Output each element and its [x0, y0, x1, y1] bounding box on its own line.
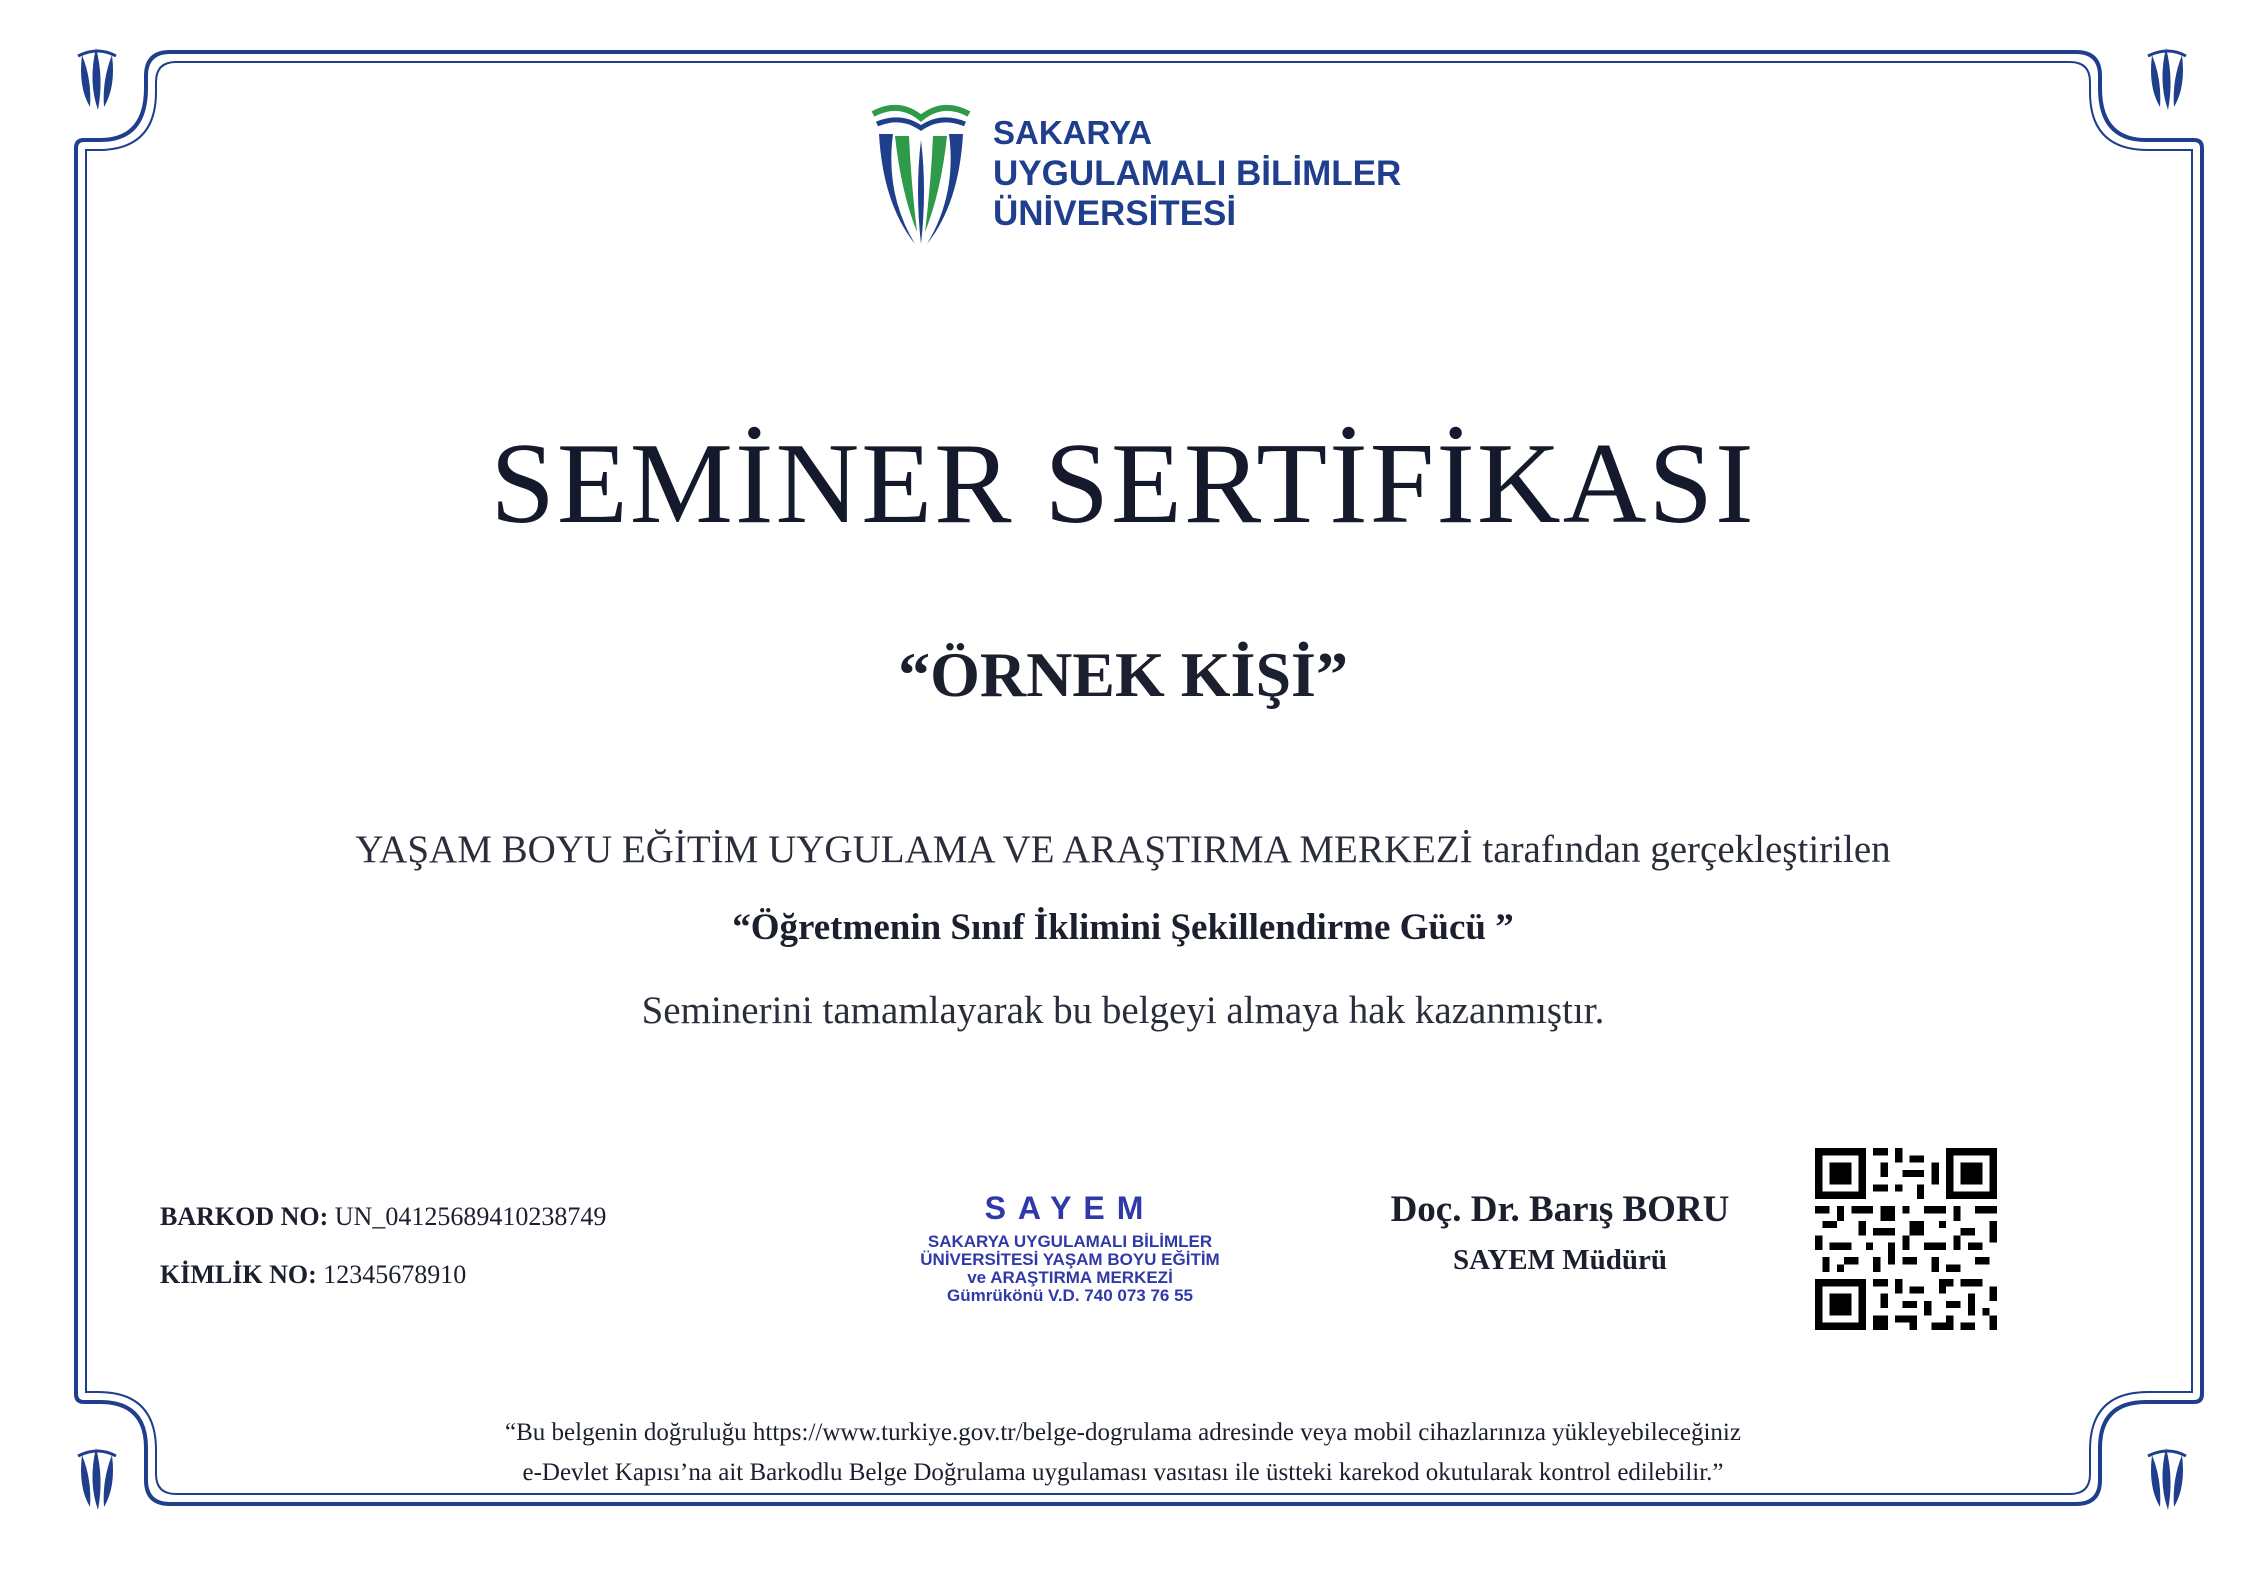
barcode-value: UN_04125689410238749	[334, 1202, 607, 1231]
verification-line2: e-Devlet Kapısı’na ait Barkodlu Belge Doğrulama uygulaması vasıtası ile üstteki karekod okutularak kontrol edilebilir.”	[522, 1459, 1724, 1486]
organizer-line: YAŞAM BOYU EĞİTİM UYGULAMA VE ARAŞTIRMA MERKEZİ tarafından gerçekleştirilen	[355, 828, 1891, 871]
certificate-title: SEMİNER SERTİFİKASI	[490, 420, 1756, 548]
stamp-line3: ve ARAŞTIRMA MERKEZİ	[967, 1268, 1173, 1287]
verification-note	[0, 1413, 2246, 1493]
id-value: 12345678910	[323, 1260, 467, 1289]
university-logo	[865, 100, 1405, 250]
barcode-label: BARKOD NO:	[160, 1202, 329, 1231]
recipient-name: “ÖRNEK KİŞİ”	[898, 639, 1348, 710]
verification-line1: “Bu belgenin doğruluğu https://www.turkiye.gov.tr/belge-dogrulama adresinde veya mobil cihazlarınıza yükleyebileceğiniz	[505, 1419, 1741, 1446]
university-emblem-icon	[865, 100, 977, 250]
corner-emblem-top-right	[2148, 48, 2186, 110]
id-label: KİMLİK NO:	[160, 1260, 317, 1289]
stamp-title: SAYEM	[984, 1190, 1156, 1226]
university-name-line2: UYGULAMALI BİLİMLER	[993, 154, 1402, 193]
stamp-line1: SAKARYA UYGULAMALI BİLİMLER	[927, 1232, 1213, 1251]
corner-emblem-top-left	[78, 48, 116, 110]
stamp-line2: ÜNİVERSİTESİ YAŞAM BOYU EĞİTİM	[920, 1250, 1220, 1269]
completion-line: Seminerini tamamlayarak bu belgeyi almaya hak kazanmıştır.	[641, 989, 1605, 1032]
stamp-line4: Gümrükönü V.D. 740 073 76 55	[947, 1286, 1193, 1305]
signatory-title: SAYEM Müdürü	[1452, 1244, 1668, 1276]
sayem-stamp	[880, 1190, 1260, 1320]
university-name-line1: SAKARYA	[993, 114, 1152, 151]
signatory-name: Doç. Dr. Barış BORU	[1390, 1189, 1730, 1230]
barcode-field	[160, 1202, 606, 1232]
seminar-name: “Öğretmenin Sınıf İklimini Şekillendirme Gücü ”	[732, 907, 1514, 948]
qr-code[interactable]	[1815, 1148, 1997, 1330]
university-name-line3: ÜNİVERSİTESİ	[993, 194, 1237, 233]
id-field	[160, 1260, 466, 1290]
